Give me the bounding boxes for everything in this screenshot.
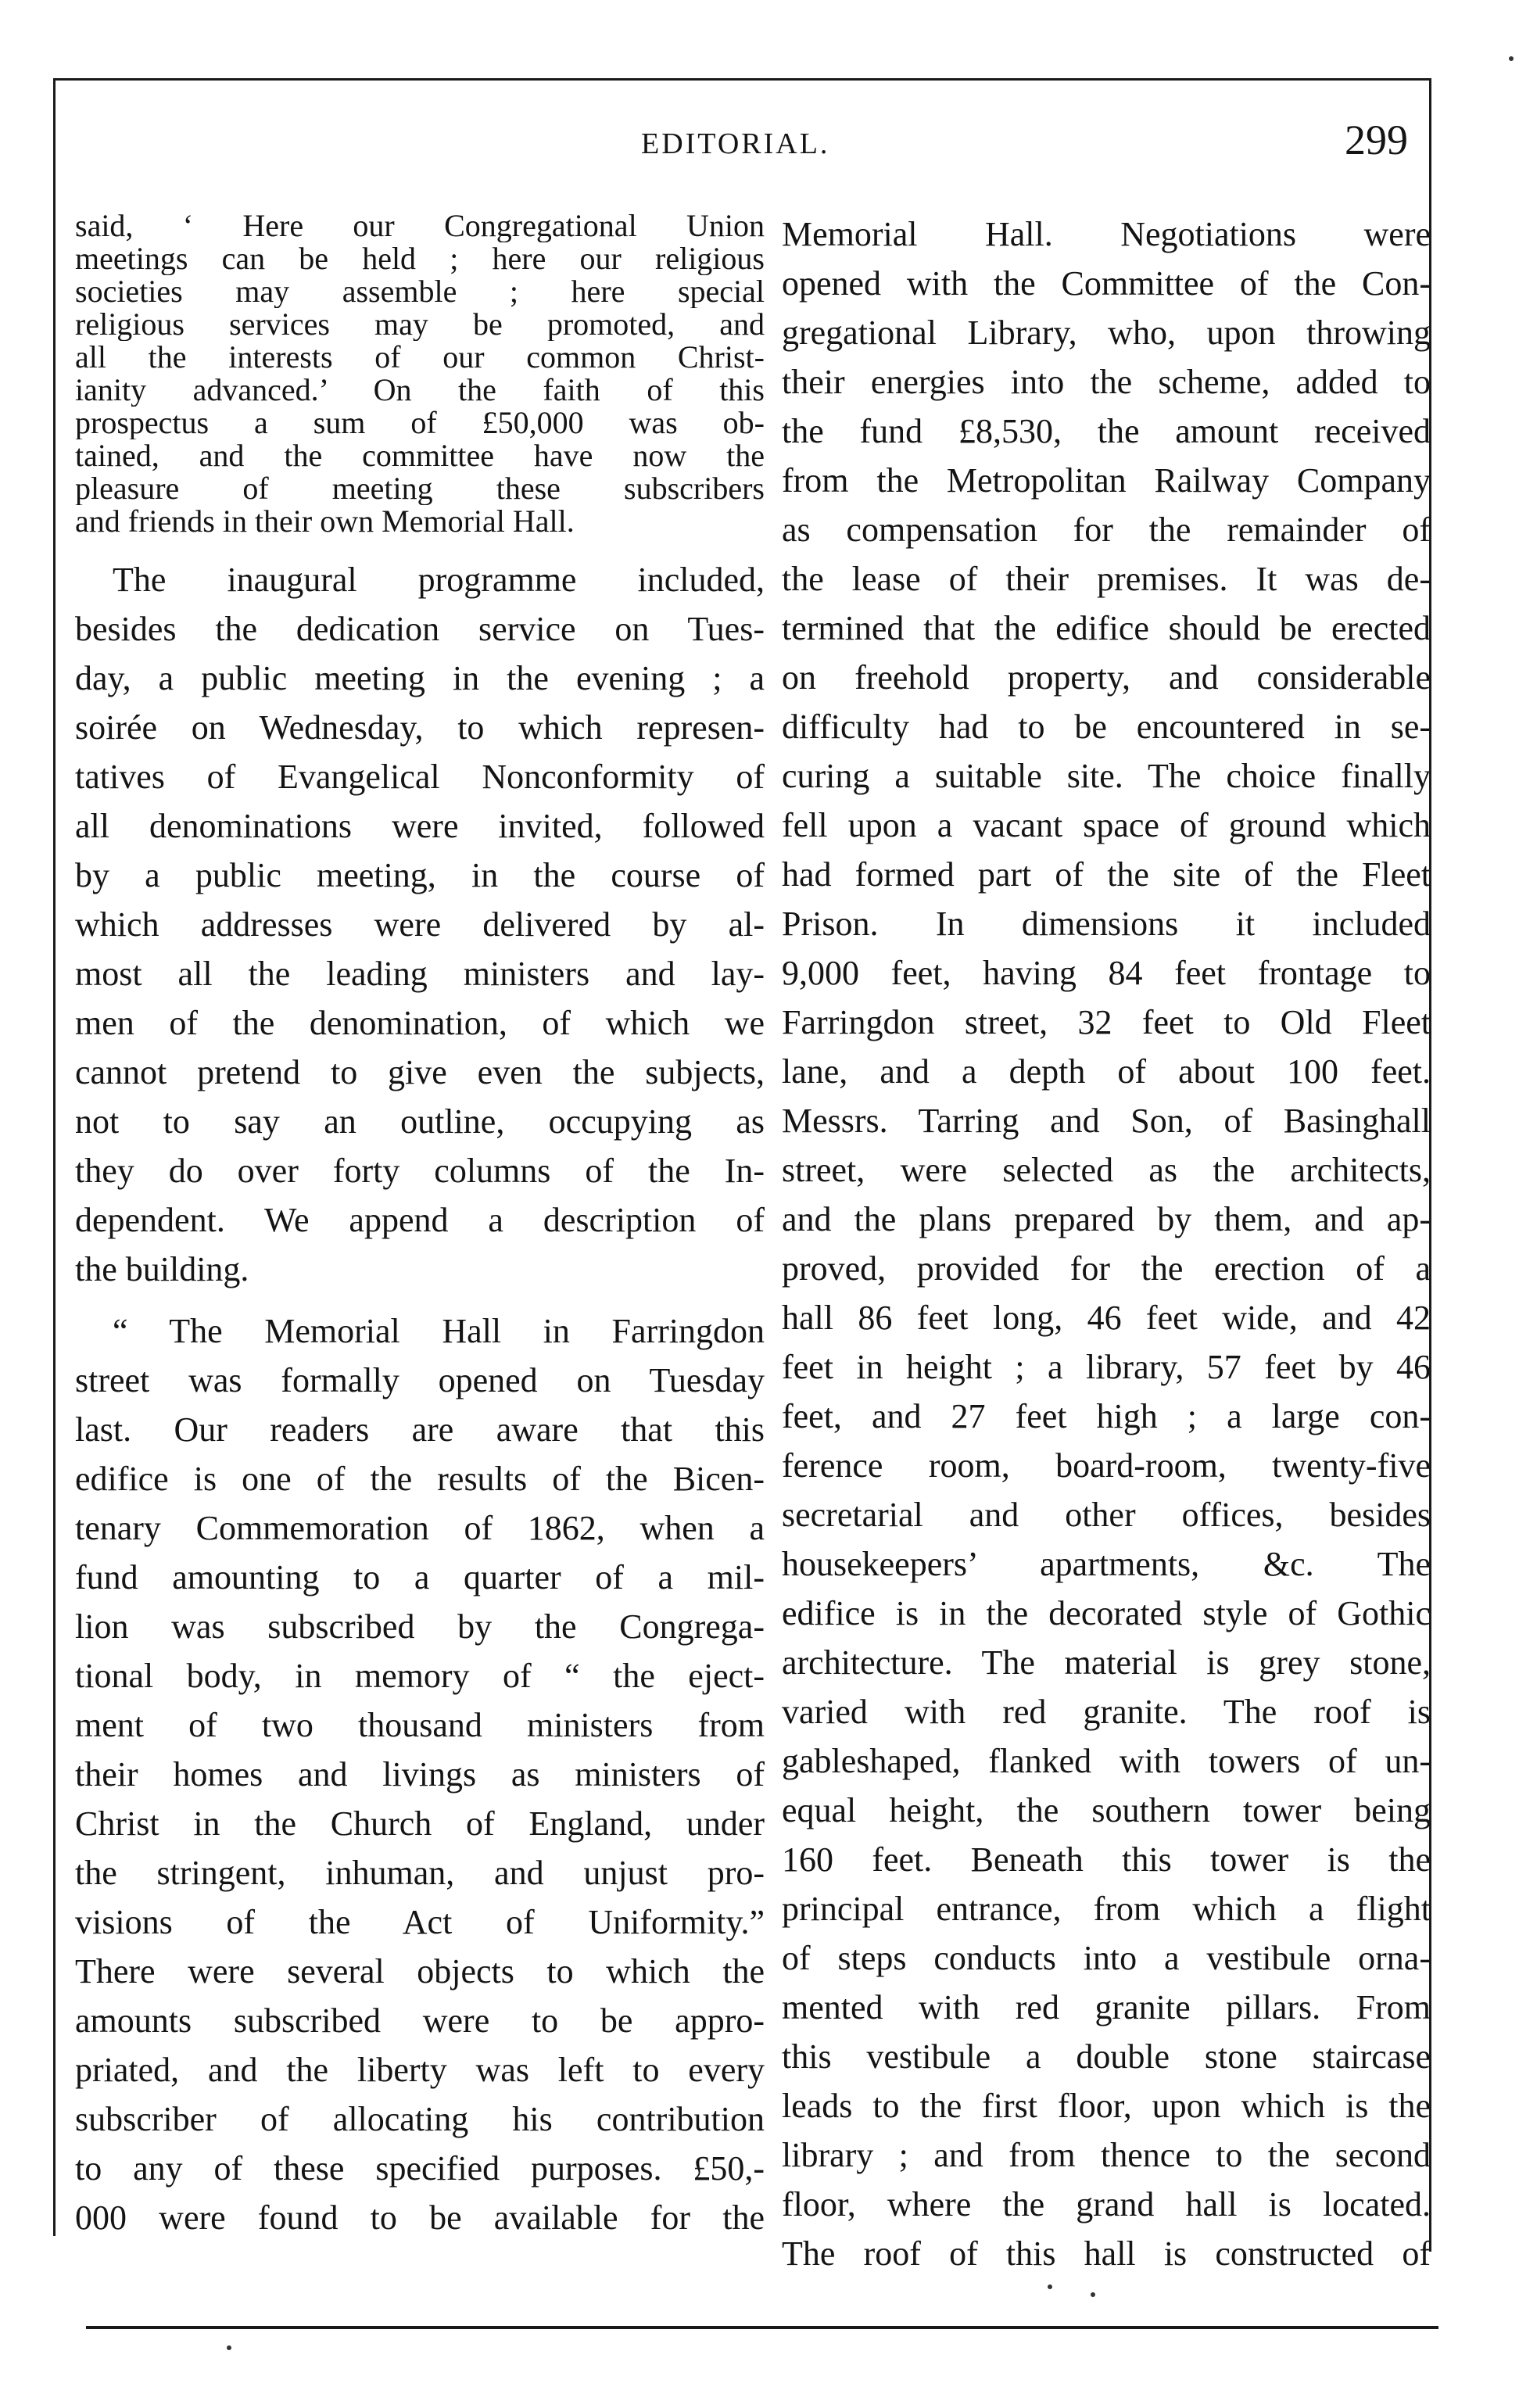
text-line: equal height, the southern tower being: [782, 1791, 1431, 1829]
text-line: subscriber of allocating his contribution: [75, 2100, 765, 2138]
text-line: principal entrance, from which a flight: [782, 1890, 1431, 1928]
text-line: which addresses were delivered by al-: [75, 905, 765, 944]
text-line: visions of the Act of Uniformity.”: [75, 1903, 765, 1941]
text-line: said, ‘ Here our Congregational Union: [75, 210, 765, 242]
text-line: mented with red granite pillars. From: [782, 1988, 1431, 2026]
text-line: this vestibule a double stone staircase: [782, 2037, 1431, 2076]
text-line: their homes and livings as ministers of: [75, 1755, 765, 1793]
text-line: There were several objects to which the: [75, 1952, 765, 1991]
text-line: by a public meeting, in the course of: [75, 856, 765, 894]
text-line: The roof of this hall is constructed of: [782, 2234, 1431, 2273]
memorial-hall-description-paragraph: [782, 210, 1431, 2278]
text-line: gableshaped, flanked with towers of un-: [782, 1742, 1431, 1780]
text-line: proved, provided for the erection of a: [782, 1249, 1431, 1288]
text-line: besides the dedication service on Tues-: [75, 610, 765, 648]
text-line: tenary Commemoration of 1862, when a: [75, 1509, 765, 1547]
text-line: Memorial Hall. Negotiations were: [782, 215, 1431, 253]
text-line: floor, where the grand hall is located.: [782, 2185, 1431, 2223]
text-line: Farringdon street, 32 feet to Old Fleet: [782, 1003, 1431, 1041]
text-line: of steps conducts into a vestibule orna-: [782, 1939, 1431, 1977]
text-line: last. Our readers are aware that this: [75, 1410, 765, 1449]
text-line: lane, and a depth of about 100 feet.: [782, 1052, 1431, 1091]
speck: [1509, 56, 1514, 61]
memorial-hall-quote-paragraph: [75, 1306, 765, 2242]
text-line: library ; and from thence to the second: [782, 2136, 1431, 2174]
text-line: lion was subscribed by the Congrega-: [75, 1607, 765, 1646]
text-line: had formed part of the site of the Fleet: [782, 855, 1431, 894]
text-line: they do over forty columns of the In-: [75, 1152, 765, 1190]
text-line: The inaugural programme included,: [113, 561, 765, 599]
text-line: street was formally opened on Tuesday: [75, 1361, 765, 1399]
text-line: “ The Memorial Hall in Farringdon: [113, 1312, 765, 1350]
page-number: 299: [1345, 116, 1408, 163]
text-line: leads to the first floor, upon which is the: [782, 2087, 1431, 2125]
text-line: and the plans prepared by them, and ap-: [782, 1200, 1431, 1238]
text-line: priated, and the liberty was left to every: [75, 2051, 765, 2089]
text-line: opened with the Committee of the Con-: [782, 264, 1431, 303]
text-line: their energies into the scheme, added to: [782, 363, 1431, 401]
text-line: religious services may be promoted, and: [75, 308, 765, 341]
text-line: ference room, board-room, twenty-five: [782, 1446, 1431, 1485]
text-line: tatives of Evangelical Nonconformity of: [75, 758, 765, 796]
text-line: feet, and 27 feet high ; a large con-: [782, 1397, 1431, 1435]
text-line: the building.: [75, 1250, 249, 1288]
text-line: difficulty had to be encountered in se-: [782, 708, 1431, 746]
text-line: Christ in the Church of England, under: [75, 1804, 765, 1843]
text-line: feet in height ; a library, 57 feet by 46: [782, 1348, 1431, 1386]
text-line: soirée on Wednesday, to which represen-: [75, 708, 765, 747]
text-line: ment of two thousand ministers from: [75, 1706, 765, 1744]
text-line: street, were selected as the architects,: [782, 1151, 1431, 1189]
text-line: hall 86 feet long, 46 feet wide, and 42: [782, 1299, 1431, 1337]
text-line: the stringent, inhuman, and unjust pro-: [75, 1854, 765, 1892]
text-line: most all the leading ministers and lay-: [75, 955, 765, 993]
text-line: tional body, in memory of “ the eject-: [75, 1657, 765, 1695]
text-line: all the interests of our common Christ-: [75, 341, 765, 374]
text-line: termined that the edifice should be erected: [782, 609, 1431, 647]
text-line: gregational Library, who, upon throwing: [782, 314, 1431, 352]
frame-left-rule: [53, 78, 56, 2236]
text-line: societies may assemble ; here special: [75, 275, 765, 308]
text-line: fell upon a vacant space of ground which: [782, 806, 1431, 844]
text-line: 9,000 feet, having 84 feet frontage to: [782, 954, 1431, 992]
text-line: Prison. In dimensions it included: [782, 905, 1431, 943]
text-line: as compensation for the remainder of: [782, 511, 1431, 549]
text-line: tained, and the committee have now the: [75, 439, 765, 472]
text-line: meetings can be held ; here our religious: [75, 242, 765, 275]
right-column: [782, 210, 1431, 2278]
text-line: the fund £8,530, the amount received: [782, 412, 1431, 450]
quoted-prospectus-paragraph: [75, 210, 765, 538]
text-line: 160 feet. Beneath this tower is the: [782, 1840, 1431, 1879]
text-line: all denominations were invited, followed: [75, 807, 765, 845]
text-line: fund amounting to a quarter of a mil-: [75, 1558, 765, 1596]
text-line: prospectus a sum of £50,000 was ob-: [75, 407, 765, 439]
frame-top-rule: [55, 78, 1431, 81]
inaugural-programme-paragraph: [75, 555, 765, 1294]
text-line: edifice is one of the results of the Bicen-: [75, 1460, 765, 1498]
text-line: architecture. The material is grey stone,: [782, 1643, 1431, 1682]
speck: [1048, 2284, 1052, 2289]
text-line: to any of these specified purposes. £50,-: [75, 2149, 765, 2188]
running-head: EDITORIAL.: [641, 127, 830, 160]
text-line: secretarial and other offices, besides: [782, 1496, 1431, 1534]
text-line: edifice is in the decorated style of Gothic: [782, 1594, 1431, 1632]
text-line: not to say an outline, occupying as: [75, 1102, 765, 1141]
text-line: curing a suitable site. The choice finally: [782, 757, 1431, 795]
text-line: and friends in their own Memorial Hall.: [75, 505, 575, 538]
text-line: on freehold property, and considerable: [782, 658, 1431, 697]
text-line: day, a public meeting in the evening ; a: [75, 659, 765, 697]
text-line: dependent. We append a description of: [75, 1201, 765, 1239]
text-line: the lease of their premises. It was de-: [782, 560, 1431, 598]
text-line: from the Metropolitan Railway Company: [782, 461, 1431, 500]
text-line: 000 were found to be available for the: [75, 2198, 765, 2237]
text-line: cannot pretend to give even the subjects,: [75, 1053, 765, 1091]
left-column: [75, 210, 765, 2242]
text-line: varied with red granite. The roof is: [782, 1693, 1431, 1731]
speck: [1091, 2292, 1095, 2297]
text-line: pleasure of meeting these subscribers: [75, 472, 765, 505]
text-line: housekeepers’ apartments, &c. The: [782, 1545, 1431, 1583]
text-line: Messrs. Tarring and Son, of Basinghall: [782, 1102, 1431, 1140]
frame-bottom-rule: [86, 2326, 1438, 2329]
text-line: ianity advanced.’ On the faith of this: [75, 374, 765, 407]
speck: [227, 2345, 231, 2350]
text-line: amounts subscribed were to be appro-: [75, 2001, 765, 2040]
text-line: men of the denomination, of which we: [75, 1004, 765, 1042]
